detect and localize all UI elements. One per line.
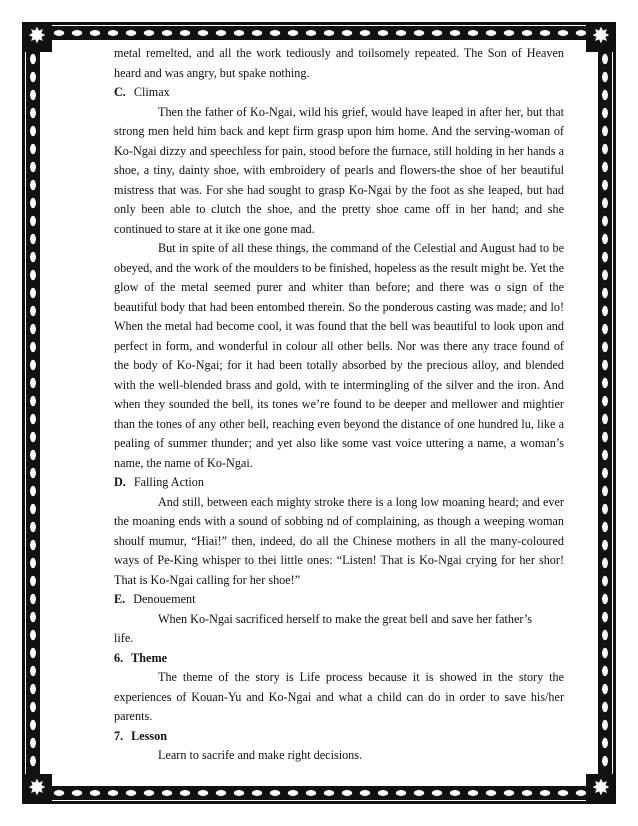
section-title: Theme	[131, 650, 168, 665]
corner-ornament-icon	[586, 22, 616, 52]
border-chain-bottom	[50, 786, 588, 800]
subheading-letter: E.	[114, 592, 126, 606]
section-number: 7.	[114, 728, 124, 743]
section-number: 6.	[114, 650, 124, 665]
subheading-label: Denouement	[133, 592, 196, 606]
paragraph-theme: The theme of the story is Life process because it is showed in the story the experiences of Kouan-Yu and Ko-Ngai and what a child can do in order to save his/her parents.	[114, 670, 564, 723]
paragraph-climax: Then the father of Ko-Ngai, wild his grief, would have leaped in after her, but that strong men held him back and kept firm grasp upon him home. And the serving-woman of Ko-Ngai dizzy and speechless for pain, stood before the furnace, still holding in her hands a shoe, a tiny, dainty shoe, with embroidery of pearls and flowers-the shoe of her beautiful mistress that was. For she had sought to grasp Ko-Ngai by the foot as she leaped, but had only been able to clutch the shoe, and the pretty shoe came off in her hand; and she continued to stare at it ike one gone mad.	[114, 104, 564, 236]
section-heading-theme	[114, 649, 564, 669]
subheading-falling-action	[114, 473, 564, 493]
section-heading-lesson	[114, 727, 564, 747]
subheading-letter: C.	[114, 85, 126, 99]
corner-ornament-icon	[586, 774, 616, 804]
corner-ornament-icon	[22, 22, 52, 52]
border-chain-right	[598, 50, 612, 776]
border-chain-left	[26, 50, 40, 776]
paragraph-falling-action: And still, between each mighty stroke there is a long low moaning heard; and ever the moaning ends with a sound of sobbing nd of complaining, as though a weeping woman shoulf mumur, “Hiai!” then, indeed, do all the Chinese mothers in all the many-coloured ways of Pe-King whisper to thei little ones: “Listen! That is Ko-Ngai crying for her shor! That is Ko-Ngai calling for her shoe!”	[114, 494, 564, 587]
section-title: Lesson	[131, 728, 168, 743]
paragraph-lesson: Learn to sacrife and make right decisions.	[158, 748, 363, 762]
paragraph-denouement: When Ko-Ngai sacrificed herself to make the great bell and save her father’s	[158, 611, 533, 626]
subheading-denouement	[114, 590, 564, 610]
paragraph-climax-2: But in spite of all these things, the command of the Celestial and August had to be obeyed, and the work of the moulders to be finished, hopeless as the result might be. Yet the glow of the metal seemed purer and whiter than before; and there was o sign of the beautiful body that had been entombed therein. So the ponderous casting was made; and lo! When the metal had become cool, it was found that the bell was beautiful to look upon and perfect in form, and wonderful in colour all other bells. Nor was there any trace found of the body of Ko-Ngai; for it had been totally absorbed by the precious alloy, and blended with the well-blended brass and gold, with te intermingling of the silver and the iron. And when they sounded the bell, its tones we’re found to be deeper and mellower and mightier than the tones of any other bell, reaching even beyond the distance of one hundred lu, like a pealing of summer thunder; and yet also like some vast voice uttering a name, a woman’s name, the name of Ko-Ngai.	[114, 241, 564, 470]
subheading-label: Climax	[133, 85, 170, 99]
corner-ornament-icon	[22, 774, 52, 804]
border-chain-top	[50, 26, 588, 40]
document-body	[114, 44, 564, 766]
subheading-climax	[114, 83, 564, 103]
subheading-label: Falling Action	[133, 475, 204, 489]
paragraph-continued: metal remelted, and all the work tediously and toilsomely repeated. The Son of Heaven heard and was angry, but spake nothing.	[114, 46, 564, 80]
paragraph-denouement-cont: life.	[114, 631, 134, 645]
subheading-letter: D.	[114, 475, 126, 489]
